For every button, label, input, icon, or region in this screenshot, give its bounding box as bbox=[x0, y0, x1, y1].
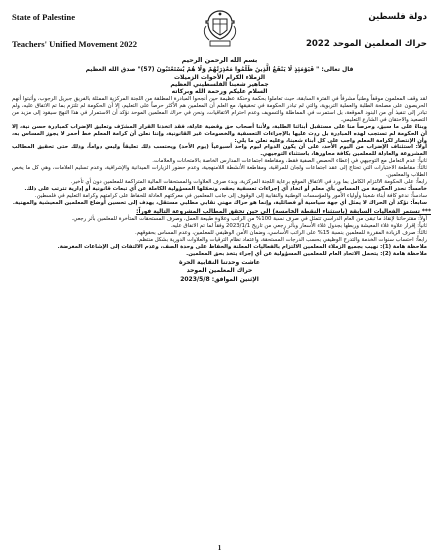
item-2: ثانياً: عدم التعامل مع التوجيهي في إعطاء الحصص الصفية فقط، ومقاطعة اجتماعات المدارس الخاصة بالامتحانات والعلامات. bbox=[152, 158, 427, 165]
demand-3: ثالثاً: صرف الزيادة المقررة للمعلمين بنسبة 15% على الراتب الأساسي، وضمان الأمن الوظيفي للمعلمين، وعدم المساس بحقوقهم. bbox=[134, 229, 427, 236]
greeting-3: السلام عليكم ورحمة الله وبركاته bbox=[171, 88, 268, 96]
header-arabic bbox=[306, 12, 427, 50]
demand-4: رابعاً: احتساب سنوات الخدمة والتدرج الوظيفي بحسب الدرجات المستحقة، واعتماد نظام الترقيات والعلاوات الدورية بشكل منتظم. bbox=[137, 236, 427, 243]
closing-slogan: عاشت وحدتنا النقابية الحرة bbox=[179, 258, 260, 266]
palestine-emblem-logo bbox=[200, 8, 240, 50]
closing-date: الإثنين الموافق: 2023/5/8 bbox=[180, 275, 259, 283]
demands-heading: *** تستمر الفعاليات السابقة (باستثناء النقطة الخامسة) الى حين تحقق المطالب المشروعة التالية فوراً: bbox=[136, 209, 431, 216]
paragraph-intro: لقد وقف المعلمون موقفاً وطنياً مشرفاً في الفترة السابقة، حيث تعاملوا بحكمة وحنكة عظيمة حين أنجحوا المبادرة المطلقة من اللجنة المركزية الممثلة بالفريق جبريل الرجوب، وأثبتوا أنهم الحريصون على مصلحة الطلبة والعملية التربوية، والتي لم تبادر الحكومة في تحقيقها، مع العلم أن المعلمين هم الأكثر حرصاً على التعليم، إلا أن الحكومة لم تلتزم بما تم الاتفاق عليه، ولم تبادر إلى تنفيذ أي من البنود الموقعة، بل استمرت في المماطلة والتسويف وعدم احترام الاتفاقيات، ونحن في حراك المعلمين الموحد نؤكد أن الاستمرار في هذا النهج سيقود إلى مزيد من التصعيد والاحتقان في الشارع التعليمي. bbox=[12, 95, 427, 123]
note-1: ملاحظة هامة (1): نهيب بجميع الزملاء المعلمين الالتزام بالفعاليات المعلنة والحفاظ على وحدة الصف، وعدم الالتفات إلى الإشاعات المغرضة. bbox=[57, 243, 427, 250]
movement-name-en: Teachers' Unified Movement 2022 bbox=[12, 39, 137, 49]
demand-1: أولاً: مقترحاتنا لإنقاذ ما تبقى من العام الدراسي تتمثل في صرف نسبة 100% من الراتب وعلاوة طبيعة العمل، وصرف المستحقات المتأخرة للمعلمين بأثر رجعي. bbox=[71, 216, 427, 223]
paragraph-decision: وبناءً على ما سبق، وحرصاً منا على مستقبل أبنائنا الطلبة، ولأننا أصحاب حق وقضية عادلة، فقد اتخذنا القرار المشرّف وتعليق الإضراب كمبادرة حسن نية، إلا أن الحكومة لم تستجب لهذه المبادرة بل ردت عليها بالإجراءات التعسفية والخصومات غير القانونية، وإننا نعلن أن كرامة المعلم خط أحمر لا يجوز المساس به، وأن الإنتصار لكرامة المعلم واجب على كل أبناء شعبنا، وعليه نعلن ما يلي: bbox=[12, 123, 427, 144]
item-1: أولاً: استئناف الإضراب من اليوم الأحد، على أن يكون الدوام ليوم واحد أسبوعياً (يوم الأحد) ويحتسب ذلك تعليقاً وليس دواماً، وذلك حتى تحقيق المطالب المشروعة والعادلة للمعلمين بكافة محاورها، باستثناء التوجيهي. bbox=[12, 144, 427, 158]
basmala: بسم الله الرحمن الرحيم bbox=[181, 56, 258, 64]
header-english bbox=[12, 12, 137, 50]
letterhead bbox=[8, 6, 431, 54]
state-name-ar: دولة فلسطين bbox=[368, 12, 427, 22]
greeting-2: جماهير شعبنا الفلسطيني العظيم bbox=[170, 81, 269, 88]
greeting-1: الزملاء الكرام الأخوات الزميلات bbox=[173, 73, 266, 81]
item-5: خامساً: نحذر الحكومة من المساس بأي معلم أو اتخاذ أي إجراءات تعسفية بحقه، ونحمّلها المسؤولية الكاملة عن أي تبعات قانونية أو إدارية تترتب على ذلك. bbox=[24, 186, 427, 193]
note-2: ملاحظة هامة (2): يتحمل الاتحاد العام للمعلمين المسؤولية عن أي إجراء يتخذ بحق المعلمين. bbox=[186, 250, 427, 257]
demand-2: ثانياً: إقرار علاوة غلاء المعيشة وربطها بجدول غلاء الأسعار وبأثر رجعي من تاريخ 2023/1/1 وفقاً لما تم الاتفاق عليه. bbox=[170, 223, 427, 230]
state-name-en: State of Palestine bbox=[12, 12, 76, 22]
page-number: 1 bbox=[217, 544, 222, 552]
closing-signature: حراك المعلمين الموحد bbox=[186, 267, 253, 275]
quran-quote: قال تعالى: " فَيَوْمَئِذٍ لَا يَنْفَعُ الَّذِينَ ظَلَمُوا مَعْذِرَتُهُمْ وَلَا هُمْ يُسْتَعْتَبُونَ (57)" صدق الله العظيم bbox=[85, 66, 354, 73]
item-4: رابعاً: على الحكومة الالتزام الكامل بما ورد في الاتفاق الموقع برعاية اللجنة المركزية، وبدء صرف العلاوات والمستحقات المالية المتراكمة للمعلمين دون أي تأخير. bbox=[70, 179, 427, 186]
item-3: ثالثاً: مقاطعة الاختبارات التي تحتاج إلى عقد اجتماعات ولجان للمراقبة، ومقاطعة الأنشطة اللامنهجية، وعدم حضور الزيارات الميدانية والإشرافية، وعدم تسليم العلامات، وهي كل ما يخص الطلاب والمعلمين. bbox=[12, 165, 427, 179]
movement-name-ar: حراك المعلمين الموحد 2022 bbox=[305, 39, 427, 49]
item-6: سادساً: ندعو كافة أبناء شعبنا وأولياء الأمور والمؤسسات الوطنية والنقابية إلى الوقوف إلى جانب المعلمين في معركتهم العادلة للحفاظ على كرامتهم وكرامة التعليم في فلسطين. bbox=[34, 193, 427, 200]
item-7: سابعاً: نؤكد أن الحراك لا يمثل أي جهة سياسية أو فصائلية، وإنما هو حراك مهني نقابي مطلبي مستقل، يهدف إلى تحسين أوضاع المعلمين المعيشية والمهنية. bbox=[12, 200, 427, 207]
